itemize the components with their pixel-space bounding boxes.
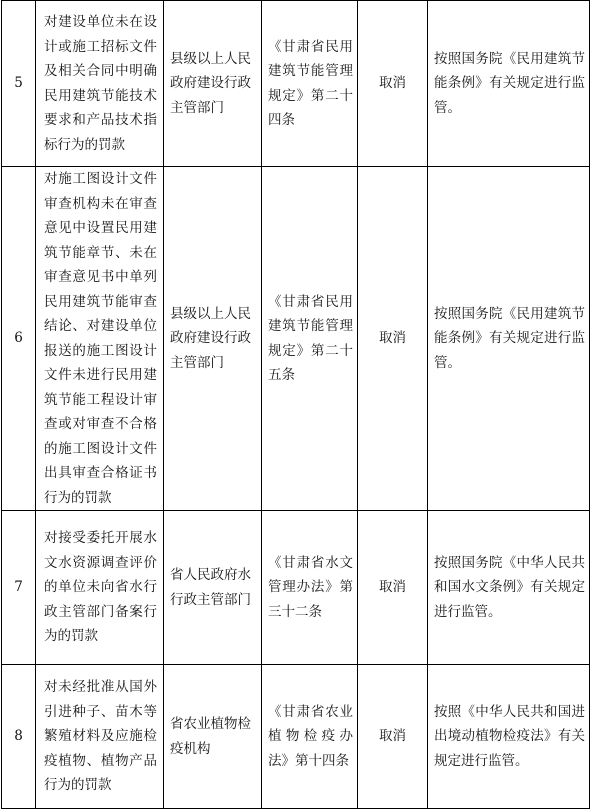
follow-up-measure: 按照国务院《中华人民共和国水文条例》有关规定进行监管。 xyxy=(428,511,590,665)
penalty-item: 对未经批准从国外引进种子、苗木等繁殖材料及应施检疫植物、植物产品行为的罚款 xyxy=(36,665,164,809)
table-row xyxy=(2,1,590,167)
legal-basis: 《甘肃省农业植物检疫办法》第十四条 xyxy=(262,665,358,809)
legal-basis: 《甘肃省民用建筑节能管理规定》第二十四条 xyxy=(262,1,358,167)
table-row xyxy=(2,665,590,809)
regulation-table xyxy=(1,0,590,809)
penalty-item: 对施工图设计文件审查机构未在审查意见中设置民用建筑节能章节、未在审查意见书中单列民用建筑节能审查结论、对建设单位报送的施工图设计文件未进行民用建筑节能工程设计审查或对审查不合格的施工图设计文件出具审查合格证书行为的罚款 xyxy=(36,167,164,511)
handling-method: 取消 xyxy=(358,167,428,511)
legal-basis: 《甘肃省民用建筑节能管理规定》第二十五条 xyxy=(262,167,358,511)
follow-up-measure: 按照国务院《民用建筑节能条例》有关规定进行监管。 xyxy=(428,1,590,167)
penalty-item: 对接受委托开展水文水资源调查评价的单位未向省水行政主管部门备案行为的罚款 xyxy=(36,511,164,665)
implementing-department: 县级以上人民政府建设行政主管部门 xyxy=(164,167,262,511)
penalty-item: 对建设单位未在设计或施工招标文件及相关合同中明确民用建筑节能技术要求和产品技术指标行为的罚款 xyxy=(36,1,164,167)
table-row xyxy=(2,511,590,665)
handling-method: 取消 xyxy=(358,665,428,809)
handling-method: 取消 xyxy=(358,511,428,665)
row-number: 8 xyxy=(2,665,36,809)
row-number: 7 xyxy=(2,511,36,665)
follow-up-measure: 按照国务院《民用建筑节能条例》有关规定进行监管。 xyxy=(428,167,590,511)
legal-basis: 《甘肃省水文管理办法》第三十二条 xyxy=(262,511,358,665)
implementing-department: 县级以上人民政府建设行政主管部门 xyxy=(164,1,262,167)
implementing-department: 省农业植物检疫机构 xyxy=(164,665,262,809)
follow-up-measure: 按照《中华人民共和国进出境动植物检疫法》有关规定进行监管。 xyxy=(428,665,590,809)
row-number: 6 xyxy=(2,167,36,511)
row-number: 5 xyxy=(2,1,36,167)
table-row xyxy=(2,167,590,511)
handling-method: 取消 xyxy=(358,1,428,167)
implementing-department: 省人民政府水行政主管部门 xyxy=(164,511,262,665)
